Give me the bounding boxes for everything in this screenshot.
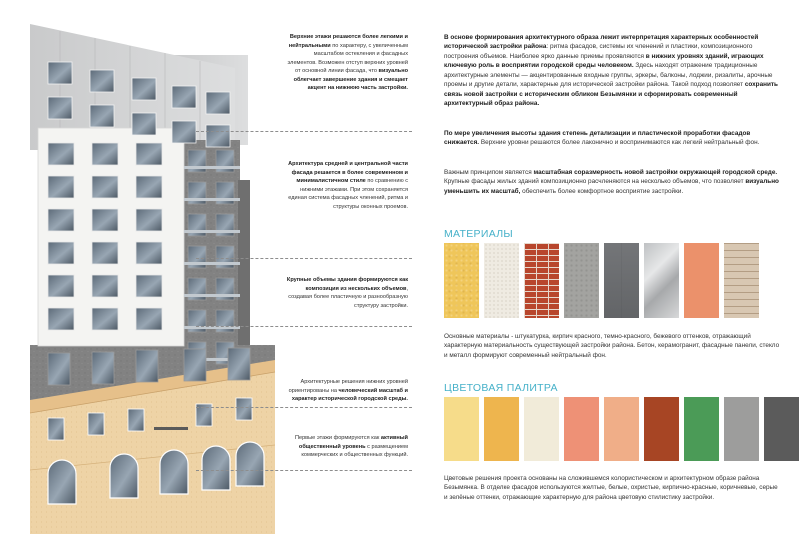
balcony-rail	[184, 198, 240, 201]
palette-color-swatch-1	[444, 397, 479, 461]
balcony-rail	[184, 294, 240, 297]
window	[90, 105, 114, 127]
window	[172, 121, 196, 143]
palette-swatches	[444, 397, 799, 461]
balcony-rail	[184, 230, 240, 233]
arched-window	[48, 460, 76, 504]
leader-line-ground	[196, 470, 412, 471]
window	[92, 352, 114, 384]
annotation-volumes-text: Крупные объемы здания формируются как композиция из нескольких объемов, создавая более пластичную и разнообразную структуру застройки.	[286, 277, 408, 309]
window	[136, 143, 162, 165]
annotation-volumes	[284, 276, 408, 310]
material-stucco-light-swatch	[484, 243, 519, 318]
window	[48, 242, 74, 264]
leader-line-middle	[196, 258, 412, 259]
window	[136, 242, 162, 264]
window	[136, 350, 158, 382]
paragraph-height	[444, 129, 780, 148]
arched-window	[110, 454, 138, 498]
annotation-middle-floors	[284, 160, 408, 211]
leader-line-volumes	[196, 326, 412, 327]
palette-color-swatch-5	[604, 397, 639, 461]
annotation-middle-text: Архитектура средней и центральной части фасада решается в более современном и минималистичном стиле по сравнению с нижними этажами. При этом сохраняется единая система фасадных членений, ритма и структуры оконных проемов.	[288, 161, 408, 210]
window	[136, 176, 162, 198]
palette-color-swatch-8	[724, 397, 759, 461]
window	[88, 413, 104, 435]
window	[132, 78, 156, 100]
material-brick-red-swatch	[524, 243, 559, 318]
material-terracotta-swatch	[684, 243, 719, 318]
window	[92, 143, 118, 165]
window	[206, 125, 230, 147]
materials-swatches	[444, 243, 759, 318]
window	[48, 418, 64, 440]
annotation-ground-text: Первые этажи формируются как активный общественный уровень с размещением коммерческих и общественных функций.	[294, 435, 408, 458]
window	[136, 308, 162, 330]
annotation-ground-floor	[284, 434, 408, 460]
materials-title: МАТЕРИАЛЫ	[444, 228, 514, 240]
window	[92, 242, 118, 264]
window	[48, 308, 74, 330]
paragraph-scale-text: Важным принципом является масштабная соразмерность новой застройки окружающей городской среде. Крупные фасады жилых зданий композиционно расчленяются на несколько объемов, что позволяет визуально уменьшить их масштаб, обеспечить более комфортное восприятие застройки.	[444, 169, 779, 195]
window	[92, 308, 118, 330]
palette-title: ЦВЕТОВАЯ ПАЛИТРА	[444, 382, 558, 394]
window	[92, 209, 118, 231]
materials-description: Основные материалы - штукатурка, кирпич красного, темно-красного, бежевого оттенков, отражающий характерную материальность существующей застройки района. Бетон, керамогранит, фасадные панели, стекло и металл формируют современный нейтральный фон.	[444, 333, 780, 359]
palette-color-swatch-4	[564, 397, 599, 461]
arched-window	[202, 446, 230, 490]
window	[48, 209, 74, 231]
window	[48, 143, 74, 165]
window	[128, 409, 144, 431]
window	[206, 92, 230, 114]
material-facade-panel-swatch	[724, 243, 759, 318]
window	[48, 62, 72, 84]
window	[48, 353, 70, 385]
window	[136, 275, 162, 297]
window	[48, 97, 72, 119]
material-dark-panel-swatch	[604, 243, 639, 318]
palette-color-swatch-3	[524, 397, 559, 461]
material-metal-swatch	[644, 243, 679, 318]
leader-line-top	[196, 131, 412, 132]
window	[90, 70, 114, 92]
annotation-lower-levels	[284, 378, 408, 404]
balcony-rail	[184, 262, 240, 265]
window	[48, 275, 74, 297]
annotation-top-floors	[284, 33, 408, 93]
balcony	[154, 427, 188, 430]
palette-color-swatch-2	[484, 397, 519, 461]
window	[132, 113, 156, 135]
paragraph-concept	[444, 33, 780, 109]
window	[228, 348, 250, 380]
window	[136, 209, 162, 231]
paragraph-height-text: По мере увеличения высоты здания степень детализации и пластической проработки фасадов снижается. Верхние уровни решаются более лаконично и воспринимаются как легкий нейтральный фон.	[444, 130, 760, 147]
paragraph-concept-text: В основе формирования архитектурного образа лежит интерпретация характерных особенностей исторической застройки района: ритма фасадов, системы их членений и пластики, композиционного построения объемов. Наиболее ярко данные приемы проявляются в нижних уровнях зданий, играющих ключевую роль в восприятии городской среды человеком. Здесь находят отражение традиционные архитектурные элементы — акцентированные входные группы, эркеры, балконы, лоджии, ризалиты, арочные проемы и другие детали, характерные для исторической застройки района. Такой подход позволяет сохранить связь новой застройки с историческим обликом Безымянки и сформировать современный архитектурный образ района.	[444, 34, 778, 108]
palette-color-swatch-7	[684, 397, 719, 461]
material-concrete-swatch	[564, 243, 599, 318]
building-illustration	[0, 0, 290, 534]
arched-window	[236, 442, 264, 486]
window	[48, 176, 74, 198]
paragraph-scale	[444, 168, 780, 196]
annotation-top-text: Верхние этажи решаются более легкими и нейтральными по характеру, с увеличенным масштабом остекления и фасадных элементов. Возможен отступ верхних уровней от основной линии фасада, что визуально облегчает завершение здания и смещает акцент на нижнюю часть застройки.	[287, 34, 408, 91]
window	[236, 398, 252, 420]
window	[92, 176, 118, 198]
annotation-lower-text: Архитектурные решения нижних уровней ориентированы на человеческий масштаб и характер исторической городской среды.	[288, 379, 408, 402]
window	[92, 275, 118, 297]
palette-color-swatch-9	[764, 397, 799, 461]
palette-color-swatch-6	[644, 397, 679, 461]
palette-description: Цветовые решения проекта основаны на сложившемся колористическом и архитектурном образе района Безымянка. В отделке фасадов используются желтые, белые, охристые, кирпично-красные, коричневые, серые и зелёные оттенки, отражающие характерную для района цветовую стилистику застройки.	[444, 475, 778, 501]
window	[172, 86, 196, 108]
window	[184, 349, 206, 381]
balcony-rail	[184, 166, 240, 169]
material-stucco-yellow-swatch	[444, 243, 479, 318]
leader-line-lower	[196, 407, 412, 408]
arched-window	[160, 450, 188, 494]
